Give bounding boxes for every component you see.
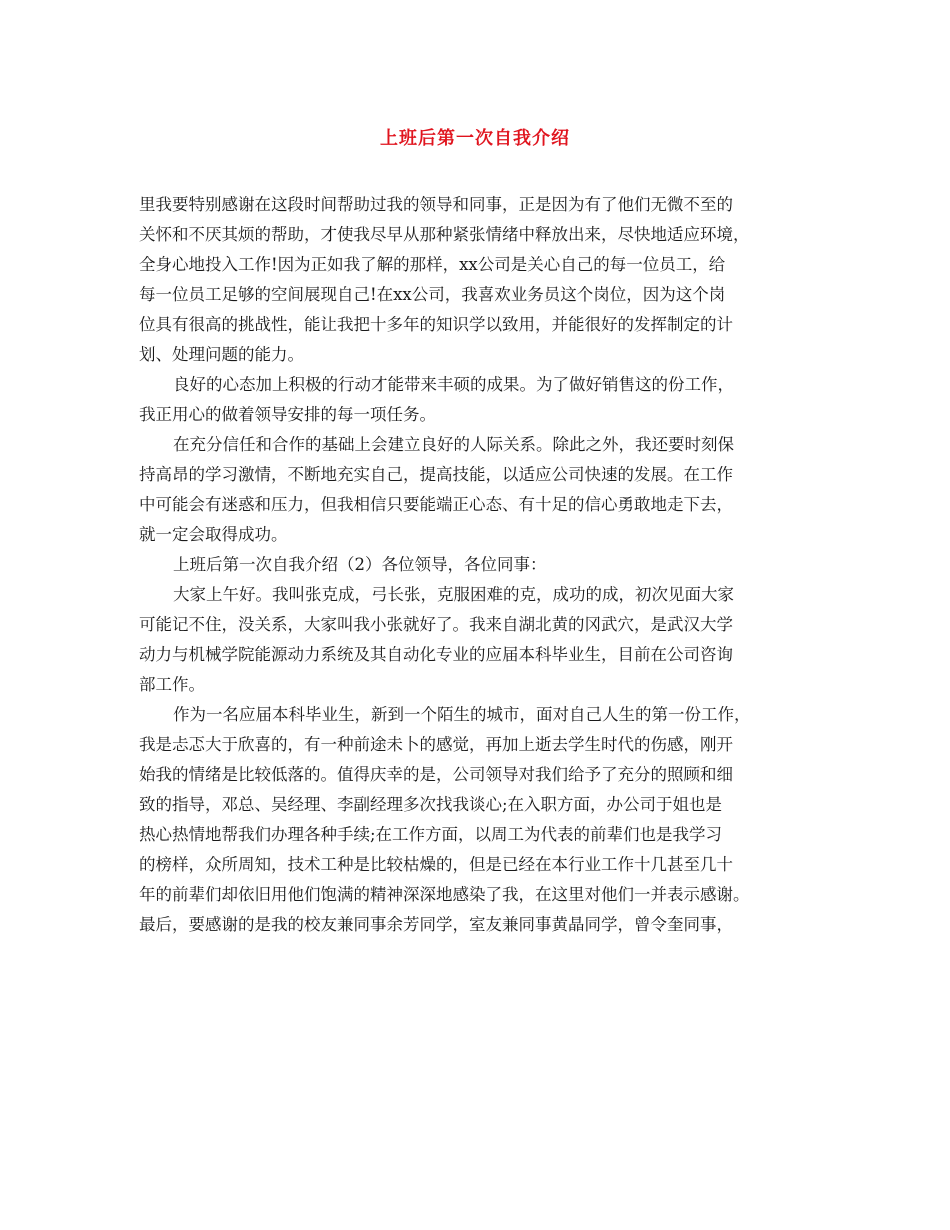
text-line: 部工作。 <box>139 675 205 694</box>
text-line: 全身心地投入工作!因为正如我了解的那样，xx公司是关心自己的每一位员工，给 <box>139 255 726 274</box>
text-line: 最后，要感谢的是我的校友兼同事余芳同学，室友兼同事黄晶同学，曾令奎同事， <box>139 915 733 934</box>
text-line: 持高昂的学习激情，不断地充实自己，提高技能，以适应公司快速的发展。在工作 <box>139 465 733 484</box>
text-line: 我是忐忑大于欣喜的，有一种前途未卜的感觉，再加上逝去学生时代的伤感，刚开 <box>139 735 733 754</box>
text-line: 动力与机械学院能源动力系统及其自动化专业的应届本科毕业生，目前在公司咨询 <box>139 645 733 664</box>
text-line: 在充分信任和合作的基础上会建立良好的人际关系。除此之外，我还要时刻保 <box>173 435 734 454</box>
text-line: 上班后第一次自我介绍（2）各位领导，各位同事： <box>173 555 547 574</box>
text-line: 热心热情地帮我们办理各种手续;在工作方面，以周工为代表的前辈们也是我学习 <box>139 825 723 844</box>
text-line: 可能记不住，没关系，大家叫我小张就好了。我来自湖北黄的冈武穴，是武汉大学 <box>139 615 733 634</box>
text-line: 始我的情绪是比较低落的。值得庆幸的是，公司领导对我们给予了充分的照顾和细 <box>139 765 733 784</box>
document-body <box>139 190 811 940</box>
document-title: 上班后第一次自我介绍 <box>380 128 570 149</box>
text-line: 就一定会取得成功。 <box>139 525 288 544</box>
text-line: 致的指导，邓总、吴经理、李副经理多次找我谈心;在入职方面，办公司于姐也是 <box>139 795 723 814</box>
text-line: 每一位员工足够的空间展现自己!在xx公司，我喜欢业务员这个岗位，因为这个岗 <box>139 285 726 304</box>
text-line: 大家上午好。我叫张克成，弓长张，克服困难的克，成功的成，初次见面大家 <box>173 585 734 604</box>
text-line: 里我要特别感谢在这段时间帮助过我的领导和同事，正是因为有了他们无微不至的 <box>139 195 733 214</box>
text-line: 的榜样，众所周知，技术工种是比较枯燥的，但是已经在本行业工作十几甚至几十 <box>139 855 733 874</box>
text-line: 我正用心的做着领导安排的每一项任务。 <box>139 405 436 424</box>
text-line: 中可能会有迷惑和压力，但我相信只要能端正心态、有十足的信心勇敢地走下去， <box>139 495 733 514</box>
text-line: 良好的心态加上积极的行动才能带来丰硕的成果。为了做好销售这的份工作， <box>173 375 734 394</box>
text-line: 划、处理问题的能力。 <box>139 345 304 364</box>
text-line: 关怀和不厌其烦的帮助，才使我尽早从那种紧张情绪中释放出来，尽快地适应环境， <box>139 225 750 244</box>
text-line: 作为一名应届本科毕业生，新到一个陌生的城市，面对自己人生的第一份工作， <box>173 705 751 724</box>
text-line: 年的前辈们却依旧用他们饱满的精神深深地感染了我，在这里对他们一并表示感谢。 <box>139 885 750 904</box>
text-line: 位具有很高的挑战性，能让我把十多年的知识学以致用，并能很好的发挥制定的计 <box>139 315 733 334</box>
